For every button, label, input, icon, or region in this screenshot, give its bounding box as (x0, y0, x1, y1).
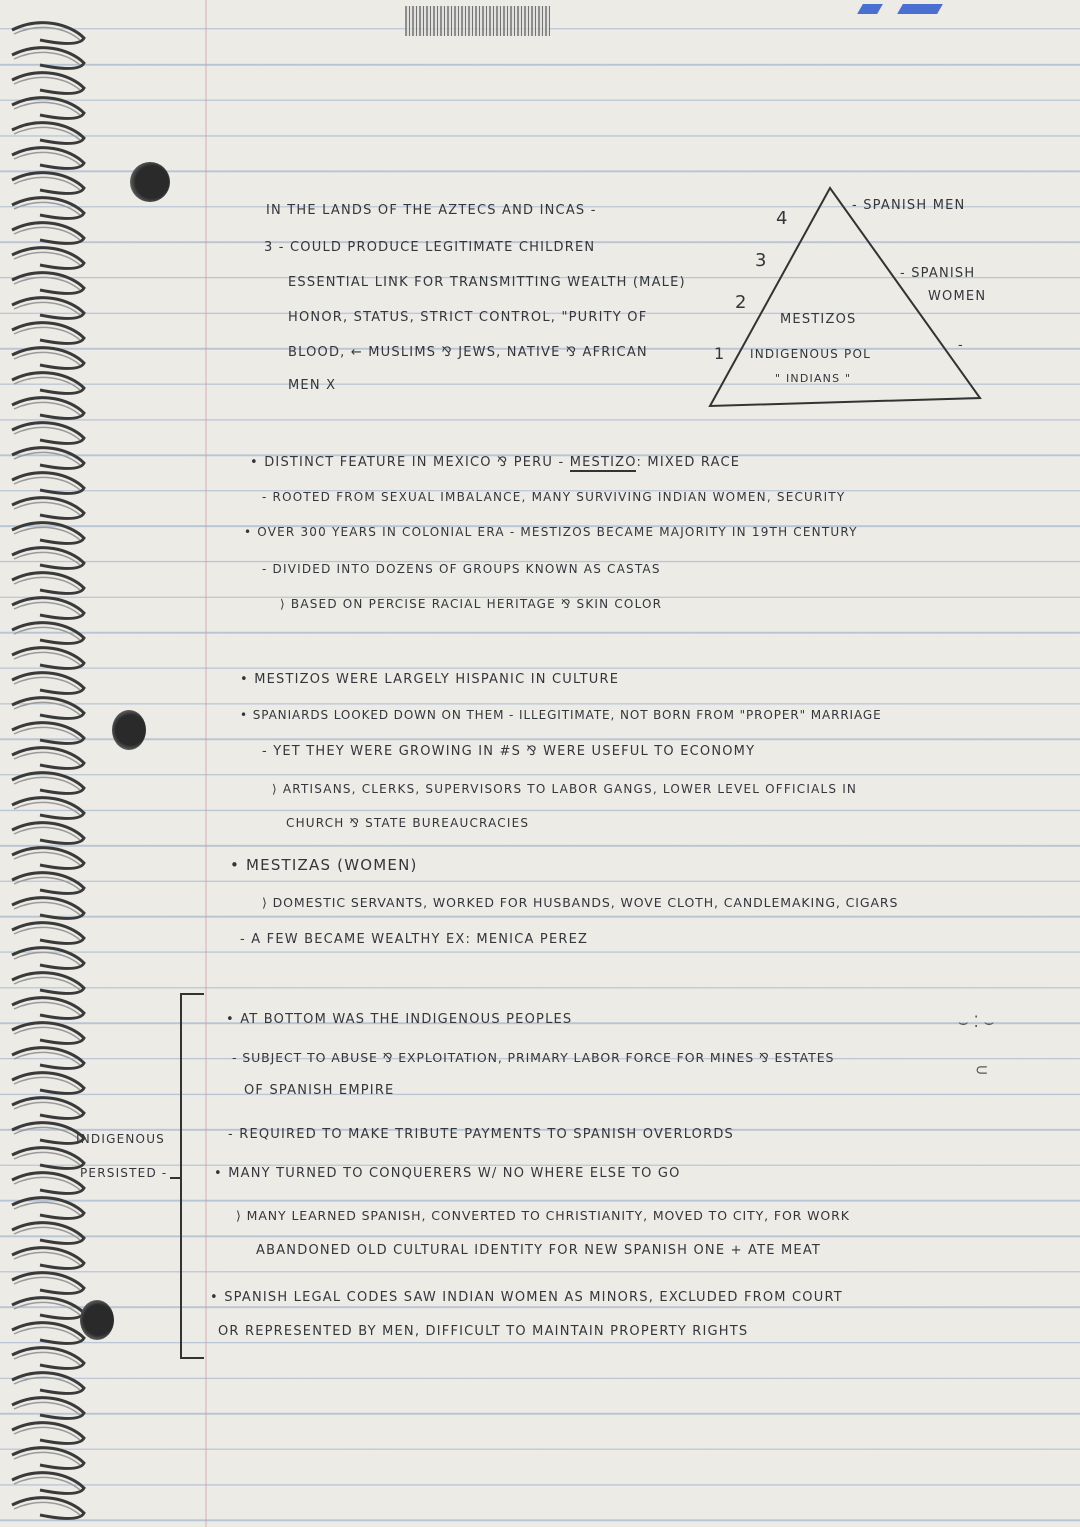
note-text: : MIXED RACE (636, 455, 741, 470)
spiral-coil (12, 1123, 84, 1144)
spiral-coil (12, 623, 84, 644)
spiral-coil (12, 1198, 84, 1219)
pyramid-level-4: 4 (776, 208, 789, 229)
spiral-coil (12, 198, 84, 219)
spiral-coil (12, 123, 84, 144)
spiral-coil (12, 423, 84, 444)
spiral-coil (12, 1073, 84, 1094)
note-line: - YET THEY WERE GROWING IN #S ⅋ WERE USEFUL TO ECONOMY (262, 744, 756, 759)
spiral-coil (12, 48, 84, 69)
blue-mark (857, 4, 883, 14)
note-line: • AT BOTTOM WAS THE INDIGENOUS PEOPLES (226, 1012, 573, 1027)
note-line: ⟩ BASED ON PERCISE RACIAL HERITAGE ⅋ SKIN COLOR (280, 597, 663, 611)
note-line: • SPANISH LEGAL CODES SAW INDIAN WOMEN AS MINORS, EXCLUDED FROM COURT (210, 1290, 843, 1305)
note-line: ⟩ MANY LEARNED SPANISH, CONVERTED TO CHRISTIANITY, MOVED TO CITY, FOR WORK (236, 1208, 850, 1223)
spiral-coil (12, 1398, 84, 1419)
pyramid-label-spanish-women-2: WOMEN (928, 289, 987, 304)
side-note-line-1: INDIGENOUS (76, 1132, 165, 1146)
spiral-coil (12, 548, 84, 569)
spiral-coil (12, 373, 84, 394)
spiral-coil (12, 773, 84, 794)
spiral-coil (12, 948, 84, 969)
spiral-coil (12, 98, 84, 119)
spiral-coil (12, 798, 84, 819)
spiral-coil (12, 673, 84, 694)
note-line: ABANDONED OLD CULTURAL IDENTITY FOR NEW SPANISH ONE + ATE MEAT (256, 1243, 822, 1258)
spiral-coil (12, 923, 84, 944)
spiral-coil (12, 1498, 84, 1519)
doodle-mark: ⌣ ⁚ ⌣ (958, 1012, 995, 1031)
mestizo-term: MESTIZO (569, 455, 637, 470)
spiral-coil (12, 1048, 84, 1069)
spiral-coil (12, 1023, 84, 1044)
spiral-coil (12, 523, 84, 544)
spiral-coil (12, 1173, 84, 1194)
spiral-coil (12, 1348, 84, 1369)
note-line: - A FEW BECAME WEALTHY EX: MENICA PEREZ (240, 932, 589, 947)
bracket-tick (170, 1177, 182, 1179)
note-line: • OVER 300 YEARS IN COLONIAL ERA - MESTIZOS BECAME MAJORITY IN 19TH CENTURY (244, 525, 858, 539)
note-line: OF SPANISH EMPIRE (244, 1083, 395, 1098)
spiral-coil (12, 873, 84, 894)
spiral-coil (12, 1323, 84, 1344)
spiral-coil (12, 748, 84, 769)
spiral-coil (12, 273, 84, 294)
blue-mark (897, 4, 943, 14)
spiral-coil (12, 1423, 84, 1444)
spiral-coil (12, 848, 84, 869)
punch-hole (112, 710, 146, 750)
spiral-coil (12, 598, 84, 619)
note-line: • MANY TURNED TO CONQUERERS W/ NO WHERE ELSE TO GO (214, 1166, 681, 1181)
spiral-coil (12, 398, 84, 419)
spiral-coil (12, 23, 84, 44)
spiral-coil (12, 348, 84, 369)
doodle-mark: ⊂ (975, 1060, 989, 1079)
spiral-coil (12, 973, 84, 994)
note-line: - REQUIRED TO MAKE TRIBUTE PAYMENTS TO SPANISH OVERLORDS (228, 1127, 734, 1142)
note-line: - SUBJECT TO ABUSE ⅋ EXPLOITATION, PRIMARY LABOR FORCE FOR MINES ⅋ ESTATES (232, 1050, 835, 1065)
spiral-coil (12, 498, 84, 519)
spiral-coil (12, 173, 84, 194)
pyramid-level-1: 1 (714, 344, 726, 363)
spiral-coil (12, 1448, 84, 1469)
spiral-coil (12, 323, 84, 344)
header-line-5: BLOOD, ← MUSLIMS ⅋ JEWS, NATIVE ⅋ AFRICAN (288, 345, 648, 360)
note-line: - DIVIDED INTO DOZENS OF GROUPS KNOWN AS CASTAS (262, 562, 661, 576)
spiral-coil (12, 1473, 84, 1494)
side-note-line-2: PERSISTED - (80, 1166, 168, 1180)
spiral-coil (12, 298, 84, 319)
barcode (405, 6, 550, 36)
spiral-coil (12, 73, 84, 94)
header-line-4: HONOR, STATUS, STRICT CONTROL, "PURITY OF (288, 310, 648, 325)
spiral-coil (12, 698, 84, 719)
spiral-coil (12, 448, 84, 469)
spiral-coil (12, 1098, 84, 1119)
spiral-coil (12, 1373, 84, 1394)
note-line: • SPANIARDS LOOKED DOWN ON THEM - ILLEGITIMATE, NOT BORN FROM "PROPER" MARRIAGE (240, 708, 882, 722)
spiral-coil (12, 223, 84, 244)
header-line-6: MEN X (288, 378, 337, 393)
spiral-coil (12, 898, 84, 919)
pyramid-label-spanish-men: - SPANISH MEN (852, 198, 966, 213)
pyramid-label-indigenous: INDIGENOUS POL (750, 347, 871, 361)
pyramid-label-indians: " INDIANS " (775, 372, 852, 385)
spiral-coil (12, 1273, 84, 1294)
spiral-coil (12, 473, 84, 494)
header-line-1: IN THE LANDS OF THE AZTECS AND INCAS - (266, 203, 597, 218)
note-line: OR REPRESENTED BY MEN, DIFFICULT TO MAINTAIN PROPERTY RIGHTS (218, 1324, 749, 1339)
pyramid-label-mestizos: MESTIZOS (780, 312, 857, 327)
spiral-coil (12, 998, 84, 1019)
spiral-coil (12, 148, 84, 169)
pyramid-dash: - (958, 338, 964, 353)
note-line (250, 455, 740, 470)
spiral-coil (12, 648, 84, 669)
spiral-coil (12, 1223, 84, 1244)
punch-hole (80, 1300, 114, 1340)
spiral-coil (12, 248, 84, 269)
note-line: • MESTIZAS (WOMEN) (230, 856, 418, 874)
section-bracket (180, 993, 204, 1359)
spiral-coil (12, 1248, 84, 1269)
pyramid-level-3: 3 (755, 250, 768, 271)
punch-hole (130, 162, 170, 202)
pyramid-level-2: 2 (735, 292, 748, 313)
header-line-2: 3 - COULD PRODUCE LEGITIMATE CHILDREN (264, 240, 596, 255)
header-line-3: ESSENTIAL LINK FOR TRANSMITTING WEALTH (MALE) (288, 275, 686, 290)
note-line: CHURCH ⅋ STATE BUREAUCRACIES (286, 816, 530, 830)
note-line: ⟩ ARTISANS, CLERKS, SUPERVISORS TO LABOR GANGS, LOWER LEVEL OFFICIALS IN (272, 782, 858, 796)
spiral-coil (12, 823, 84, 844)
spiral-coil (12, 723, 84, 744)
spiral-coil (12, 573, 84, 594)
spiral-coil (12, 1148, 84, 1169)
note-line: ⟩ DOMESTIC SERVANTS, WORKED FOR HUSBANDS, WOVE CLOTH, CANDLEMAKING, CIGARS (262, 895, 899, 910)
note-text: • DISTINCT FEATURE IN MEXICO ⅋ PERU - (250, 455, 565, 470)
note-line: - ROOTED FROM SEXUAL IMBALANCE, MANY SURVIVING INDIAN WOMEN, SECURITY (262, 490, 846, 504)
note-line: • MESTIZOS WERE LARGELY HISPANIC IN CULTURE (240, 672, 620, 687)
pyramid-label-spanish-women: - SPANISH (900, 266, 976, 281)
spiral-coil (12, 1298, 84, 1319)
margin-line (205, 0, 207, 1527)
spiral-binding (0, 0, 110, 1527)
